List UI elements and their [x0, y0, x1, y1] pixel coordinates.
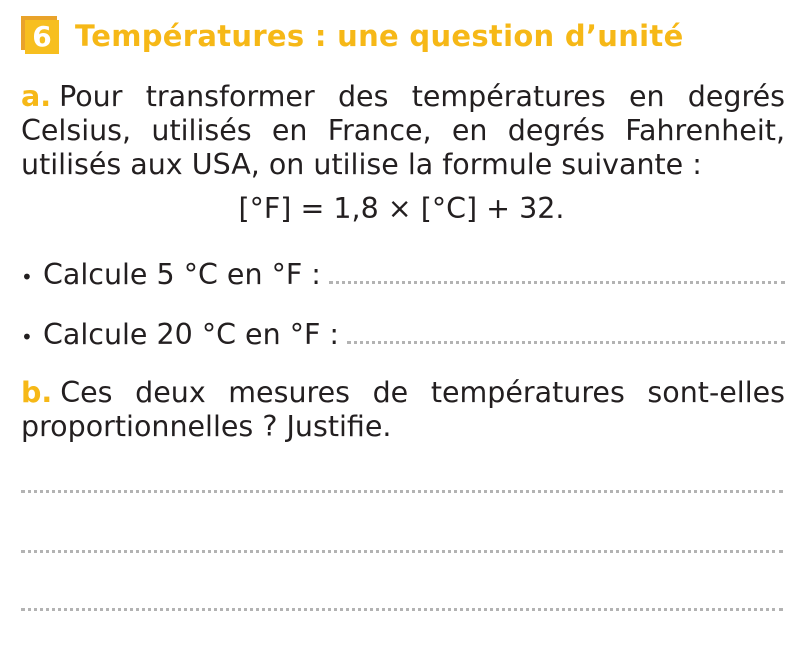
- part-b-text: [21, 376, 785, 444]
- part-a-line-1: [21, 80, 785, 114]
- conversion-formula: [°F] = 1,8 × [°C] + 32.: [238, 192, 565, 225]
- part-b-line-2: proportionnelles ? Justifie.: [21, 410, 392, 443]
- question-1-text: Calcule 5 °C en °F :: [43, 258, 321, 291]
- part-a-line-1-text: Pour transformer des températures en degrés: [59, 80, 785, 113]
- part-a-text: [21, 80, 785, 182]
- bullet-icon: •: [21, 265, 33, 289]
- exercise-number: 6: [25, 20, 59, 54]
- bullet-icon: •: [21, 325, 33, 349]
- question-2-text: Calcule 20 °C en °F :: [43, 318, 340, 351]
- part-b-line-1-text: Ces deux mesures de températures sont-elles: [60, 376, 785, 409]
- part-b-label: b.: [21, 376, 53, 409]
- part-b-line-1: [21, 376, 785, 410]
- part-a-line-2: Celsius, utilisés en France, en degrés Fahrenheit,: [21, 114, 785, 147]
- exercise-title: Températures : une question d’unité: [75, 19, 684, 53]
- exercise-number-badge: [21, 16, 63, 56]
- exercise-header: [21, 14, 684, 58]
- part-a-line-3: utilisés aux USA, on utilise la formule suivante :: [21, 148, 702, 181]
- answer-line-1[interactable]: [21, 490, 783, 493]
- part-a-label: a.: [21, 80, 52, 113]
- answer-field-1[interactable]: [329, 281, 785, 284]
- question-row-1: [21, 258, 785, 291]
- answer-line-2[interactable]: [21, 550, 783, 553]
- answer-field-2[interactable]: [347, 341, 785, 344]
- answer-line-3[interactable]: [21, 608, 783, 611]
- question-row-2: [21, 318, 785, 351]
